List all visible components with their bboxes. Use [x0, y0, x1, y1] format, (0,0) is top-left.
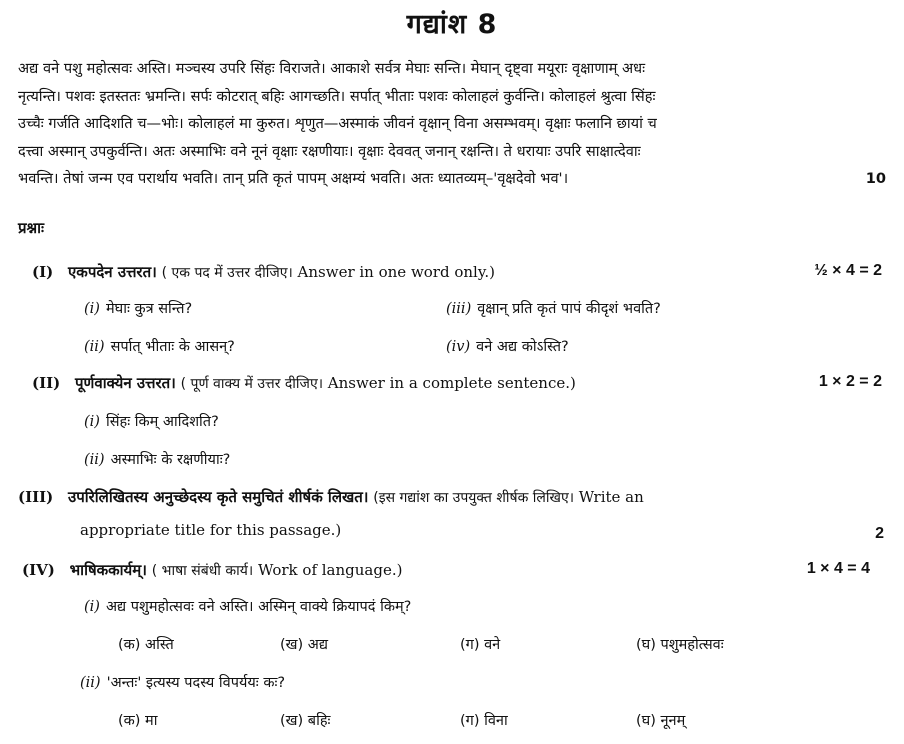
- passage-line: उच्चैः गर्जति आदिशति च—भोः। कोलाहलं मा कुरुत। शृणुत—अस्माकं जीवनं वृक्षान् विना असम्भवम्। वृक्षाः फलानि छायां च: [18, 115, 657, 132]
- subquestion-number: (i): [84, 599, 100, 615]
- passage-line: [18, 165, 892, 193]
- subquestion-number: (i): [84, 301, 100, 317]
- subquestion-number: (ii): [80, 675, 101, 691]
- page-title: गद्यांश 8: [406, 9, 498, 40]
- question-2-heading: [32, 373, 892, 393]
- question-marks: ½ × 4 = 2: [814, 262, 882, 279]
- subquestion-number: (i): [84, 414, 100, 430]
- passage-marks: 10: [865, 170, 886, 187]
- subquestion-text: अद्य पशुमहोत्सवः वने अस्ति। अस्मिन् वाक्ये क्रियापदं किम्?: [105, 599, 412, 615]
- subquestion-text: वृक्षान् प्रति कृतं पापं कीदृशं भवति?: [477, 301, 661, 317]
- subquestion-text: सर्पात् भीताः के आसन्?: [110, 339, 235, 355]
- subquestion: [84, 596, 411, 616]
- option-b: (ख) बहिः: [280, 713, 331, 729]
- subquestion-number: (ii): [84, 339, 105, 355]
- questions-label: प्रश्नाः: [18, 219, 45, 237]
- question-4-heading: [22, 560, 882, 580]
- subquestion: [84, 298, 192, 318]
- question-sanskrit: पूर्णवाक्येन उत्तरत।: [75, 374, 176, 392]
- question-3-heading: [18, 487, 892, 507]
- option-d: (घ) पशुमहोत्सवः: [636, 637, 724, 653]
- question-hindi: (इस गद्यांश का उपयुक्त शीर्षक लिखिए।: [373, 490, 575, 506]
- question-english: Work of language.): [253, 561, 403, 579]
- subquestion-text: मेघाः कुत्र सन्ति?: [105, 301, 193, 317]
- question-marks: 1 × 4 = 4: [806, 560, 870, 577]
- question-3-continuation: appropriate title for this passage.): [80, 521, 342, 539]
- subquestion-number: (iv): [446, 339, 471, 355]
- question-sanskrit: उपरिलिखितस्य अनुच्छेदस्य कृते समुचितं शीर्षकं लिखत।: [68, 488, 369, 506]
- question-number: (II): [32, 374, 61, 392]
- question-1-heading: [32, 262, 892, 282]
- passage-line: नृत्यन्ति। पशवः इतस्ततः भ्रमन्ति। सर्पः कोटरात् बहिः आगच्छति। सर्पात् भीताः पशवः कोलाहलं कुर्वन्ति। कोलाहलं श्रुत्वा सिंहः: [18, 87, 656, 105]
- subquestion-text: 'अन्तः' इत्यस्य पदस्य विपर्ययः कः?: [106, 675, 286, 691]
- subquestion: [446, 298, 661, 318]
- option-d: (घ) नूनम्: [636, 713, 686, 729]
- subquestion: [84, 336, 235, 356]
- question-hindi: ( भाषा संबंधी कार्य।: [151, 563, 254, 579]
- option-a: (क) मा: [118, 713, 158, 729]
- question-hindi: ( एक पद में उत्तर दीजिए।: [161, 265, 293, 281]
- question-english: Write an: [574, 488, 644, 506]
- subquestion-text: अस्माभिः के रक्षणीयाः?: [110, 452, 231, 468]
- question-hindi: ( पूर्ण वाक्य में उत्तर दीजिए।: [180, 376, 323, 392]
- option-c: (ग) वने: [460, 637, 501, 653]
- passage-line: दत्त्वा अस्मान् उपकुर्वन्ति। अतः अस्माभिः वने नूनं वृक्षाः रक्षणीयाः। वृक्षाः देववत् जनान् रक्षन्ति। ते धरायाः उपरि साक्षात्देवाः: [18, 142, 641, 160]
- question-sanskrit: एकपदेन उत्तरत।: [68, 263, 157, 281]
- passage: [18, 55, 892, 193]
- subquestion-number: (ii): [84, 452, 105, 468]
- question-number: (III): [18, 488, 54, 506]
- question-sanskrit: भाषिककार्यम्।: [69, 561, 147, 579]
- passage-line: अद्य वने पशु महोत्सवः अस्ति। मञ्चस्य उपरि सिंहः विराजते। आकाशे सर्वत्र मेघाः सन्ति। मेघान् दृष्ट्वा मयूराः वृक्षाणाम् अधः: [18, 60, 646, 77]
- passage-line-text: भवन्ति। तेषां जन्म एव परार्थाय भवति। तान् प्रति कृतं पापम् अक्षम्यं भवति। अतः ध्यातव्यम्–'वृक्षदेवो भव'।: [18, 170, 569, 187]
- subquestion-text: वने अद्य कोऽस्ति?: [476, 339, 569, 355]
- option-c: (ग) विना: [460, 713, 508, 729]
- question-3-marks: 2: [875, 525, 884, 542]
- subquestion: [446, 336, 569, 356]
- option-a: (क) अस्ति: [118, 637, 174, 653]
- subquestion-number: (iii): [446, 301, 472, 317]
- subquestion: [80, 672, 285, 692]
- subquestion-text: सिंहः किम् आदिशति?: [105, 414, 219, 430]
- subquestion: [84, 411, 219, 431]
- question-english: Answer in one word only.): [292, 263, 495, 281]
- subquestion: [84, 449, 230, 469]
- question-marks: 1 × 2 = 2: [818, 373, 882, 390]
- question-number: (I): [32, 263, 54, 281]
- question-english: Answer in a complete sentence.): [323, 374, 576, 392]
- question-number: (IV): [22, 561, 55, 579]
- option-b: (ख) अद्य: [280, 637, 328, 653]
